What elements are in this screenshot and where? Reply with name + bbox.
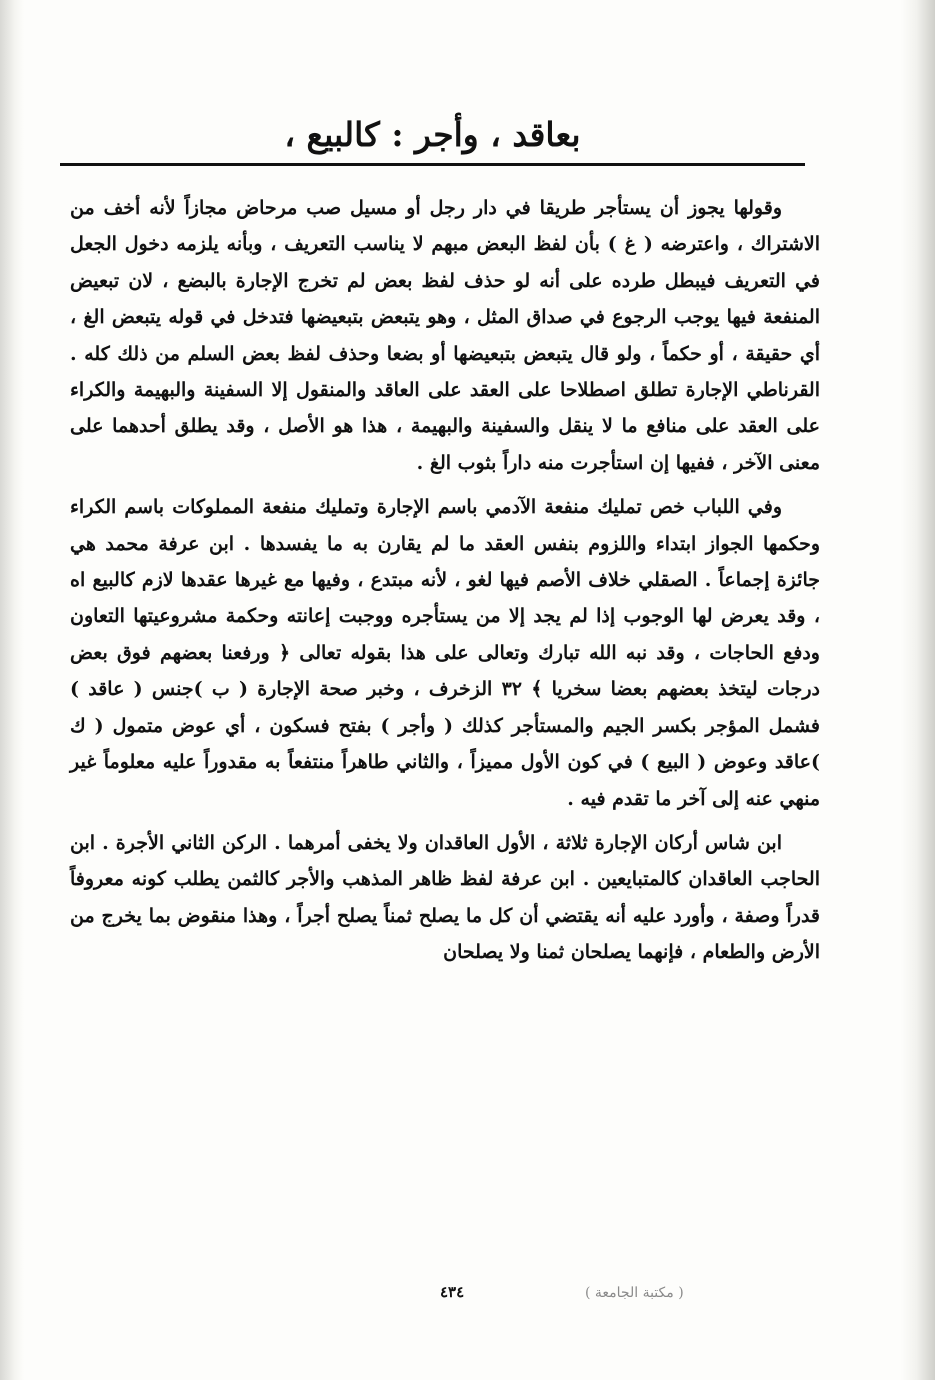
page-header: بعاقد ، وأجر : كالبيع ،	[284, 115, 581, 154]
page-edge-shadow-left	[0, 0, 24, 1380]
paragraph-3-text: ابن شاس أركان الإجارة ثلاثة ، الأول العاقدان ولا يخفى أمرهما . الركن الثاني الأجرة . ابن الحاجب العاقدان كالمتبايعين . ابن عرفة لفظ ظاهر المذهب والأجر كالثمن يطلب كونه معروفاً قدراً وصفة ، وأورد عليه أنه يقتضي أن كل ما يصلح ثمناً يصلح أجراً ، وهذا منقوض بما يخرج من الأرض والطعام ، فإنهما يصلحان ثمنا ولا يصلحان	[70, 831, 820, 964]
paragraph-2-text: وفي اللباب خص تمليك منفعة الآدمي باسم الإجارة وتمليك منفعة المملوكات باسم الكراء وحكمها الجواز ابتداء واللزوم بنفس العقد ما لم يقارن به ما يفسدها . ابن عرفة محمد هي جائزة إجماعاً . الصقلي خلاف الأصم فيها لغو ، لأنه مبتدع ، وفيها مع غيرها عقدها لازم كالبيع اه ، وقد يعرض لها الوجوب إذا لم يجد إلا من يستأجره ووجبت إعانته وحكمة مشروعيتها التعاون ودفع الحاجات ، وقد نبه الله تبارك وتعالى على هذا بقوله تعالى ﴿ ورفعنا بعضهم فوق بعض درجات ليتخذ بعضهم بعضا سخريا ﴾ ٣٢ الزخرف ، وخبر صحة الإجارة ( ب )جنس ( عاقد ) فشمل المؤجر بكسر الجيم والمستأجر كذلك ( وأجر ) بفتح فسكون ، أي عوض متمول ( ك )عاقد وعوض ( البيع ) في كون الأول مميزاً ، والثاني طاهراً منتفعاً به مقدوراً عليه معلوماً غير منهي عنه إلى آخر ما تقدم فيه .	[70, 496, 820, 810]
paragraph-3	[70, 825, 820, 971]
body-text	[70, 190, 820, 971]
paragraph-1	[70, 190, 820, 481]
paragraph-2	[70, 489, 820, 817]
library-stamp: ( مكتبة الجامعة )	[585, 1285, 684, 1301]
header-rule	[60, 163, 805, 166]
page-edge-shadow-right	[901, 0, 935, 1380]
page-number: ٤٣٤	[440, 1283, 465, 1301]
paragraph-1-text: وقولها يجوز أن يستأجر طريقا في دار رجل أو مسيل صب مرحاض مجازاً لأنه أخف من الاشتراك ، واعترضه ( غ ) بأن لفظ البعض مبهم لا يناسب التعريف ، وبأنه يلزمه دخول الجعل في التعريف فيبطل طرده على أنه لو حذف لفظ بعض لم تخرج الإجارة بالبضع ، لان تبعيض المنفعة فيها يوجب الرجوع في صداق المثل ، وهو يتبعض بتبعيضها فتدخل في قوله يتبعض الغ ، أي حقيقة ، أو حكماً ، ولو قال يتبعض بتبعيضها أو بضعا وحذف لفظ بعض السلم من ذلك كله . القرناطي الإجارة تطلق اصطلاحا على العقد على العاقد والمنقول إلا السفينة والبهيمة والكراء على العقد على منافع ما لا ينقل والسفينة والبهيمة ، هذا هو الأصل ، وقد يطلق أحدهما على معنى الآخر ، ففيها إن استأجرت منه داراً بثوب الغ .	[70, 197, 820, 474]
